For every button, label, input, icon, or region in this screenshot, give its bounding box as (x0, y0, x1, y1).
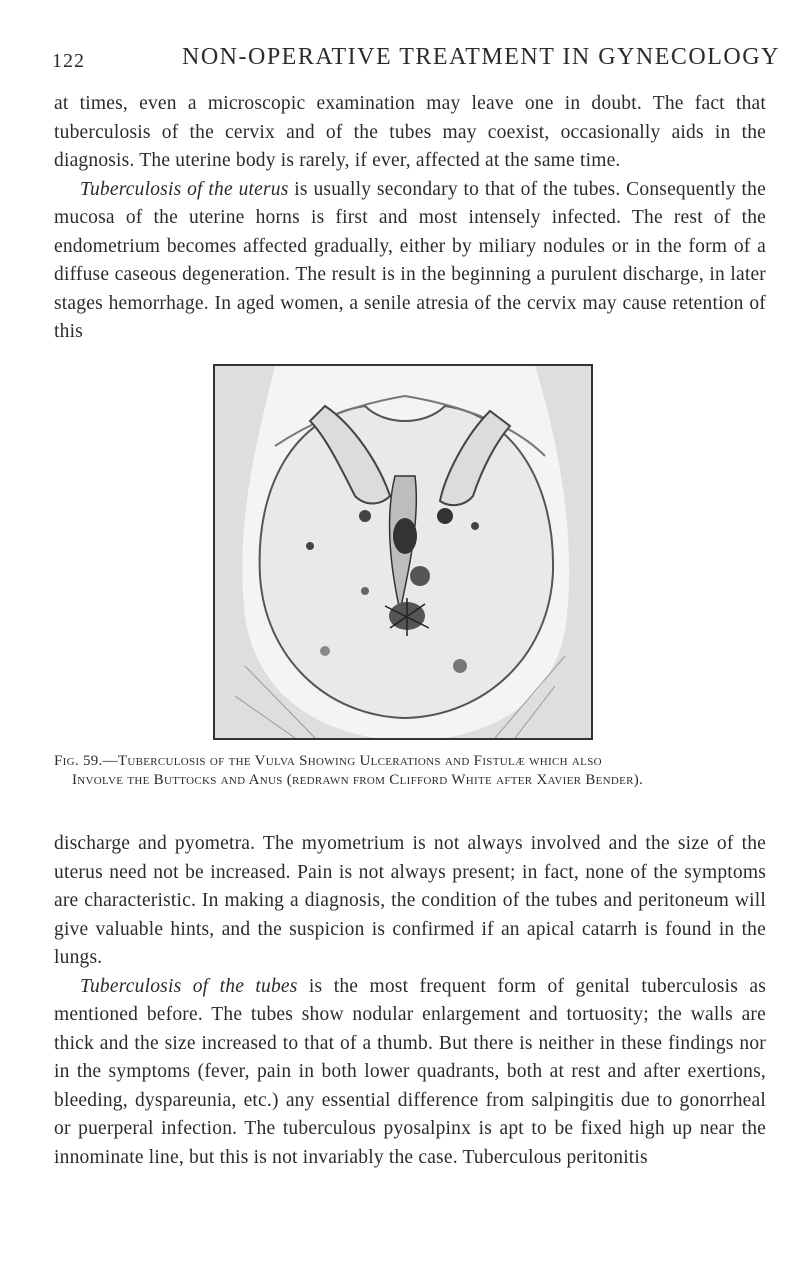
uterus-text: is usually secondary to that of the tubes. Consequently the mucosa of the uterine horns is first and most intensely infected. The rest of the endometrium becomes affected gradually, either by miliary nodules or in the form of a diffuse caseous degeneration. The result is in the beginning a purulent discharge, in later stages hemorrhage. In aged women, a senile atresia of the cervix may cause retention of this (54, 178, 766, 342)
tubes-heading: Tuberculosis of the tubes (80, 975, 298, 997)
caption-line-2: Involve the Buttocks and Anus (redrawn from Clifford White after Xavier Bender). (72, 772, 644, 788)
paragraph-uterus (54, 176, 766, 347)
paragraph-pyometra: discharge and pyometra. The myometrium is not always involved and the size of the uterus need not be increased. Pain is not always present; in fact, none of the symptoms are characteristic. In making a diagnosis, the condition of the tubes and peritoneum will give valuable hints, and the suspicion is confirmed if an apical catarrh is found in the lungs. (54, 833, 766, 968)
paragraph-tubes (54, 973, 766, 1173)
paragraph-cervix: at times, even a microscopic examination may leave one in doubt. The fact that tuberculosis of the cervix and of the tubes may coexist, occasionally aids in the diagnosis. The uterine body is rarely, if ever, affected at the same time. (54, 93, 766, 171)
top-text-block (54, 90, 766, 347)
tubes-text: is the most frequent form of genital tuberculosis as mentioned before. The tubes show nodular enlargement and tortuosity; the walls are thick and the size increased to that of a thumb. But there is neither in these findings nor in the symptoms (fever, pain in both lower quadrants, both at rest and after exertions, bleeding, dyspareunia, etc.) any essential difference from salpingitis due to gonorrheal or puerperal infection. The tuberculous pyosalpinx is apt to be fixed high up near the innominate line, but this is not invariably the case. Tuberculous peritonitis (54, 975, 766, 1168)
figure-caption (54, 752, 766, 790)
caption-line-1: Fig. 59.—Tuberculosis of the Vulva Showing Ulcerations and Fistulæ which also (54, 753, 602, 769)
vulva-illustration (215, 366, 591, 738)
uterus-heading: Tuberculosis of the uterus (80, 178, 289, 200)
running-head: NON-OPERATIVE TREATMENT IN GYNECOLOGY (182, 44, 780, 70)
figure-illustration (213, 364, 593, 740)
page-header (0, 36, 800, 76)
page-number: 122 (52, 50, 85, 72)
bottom-text-block (54, 830, 766, 1172)
